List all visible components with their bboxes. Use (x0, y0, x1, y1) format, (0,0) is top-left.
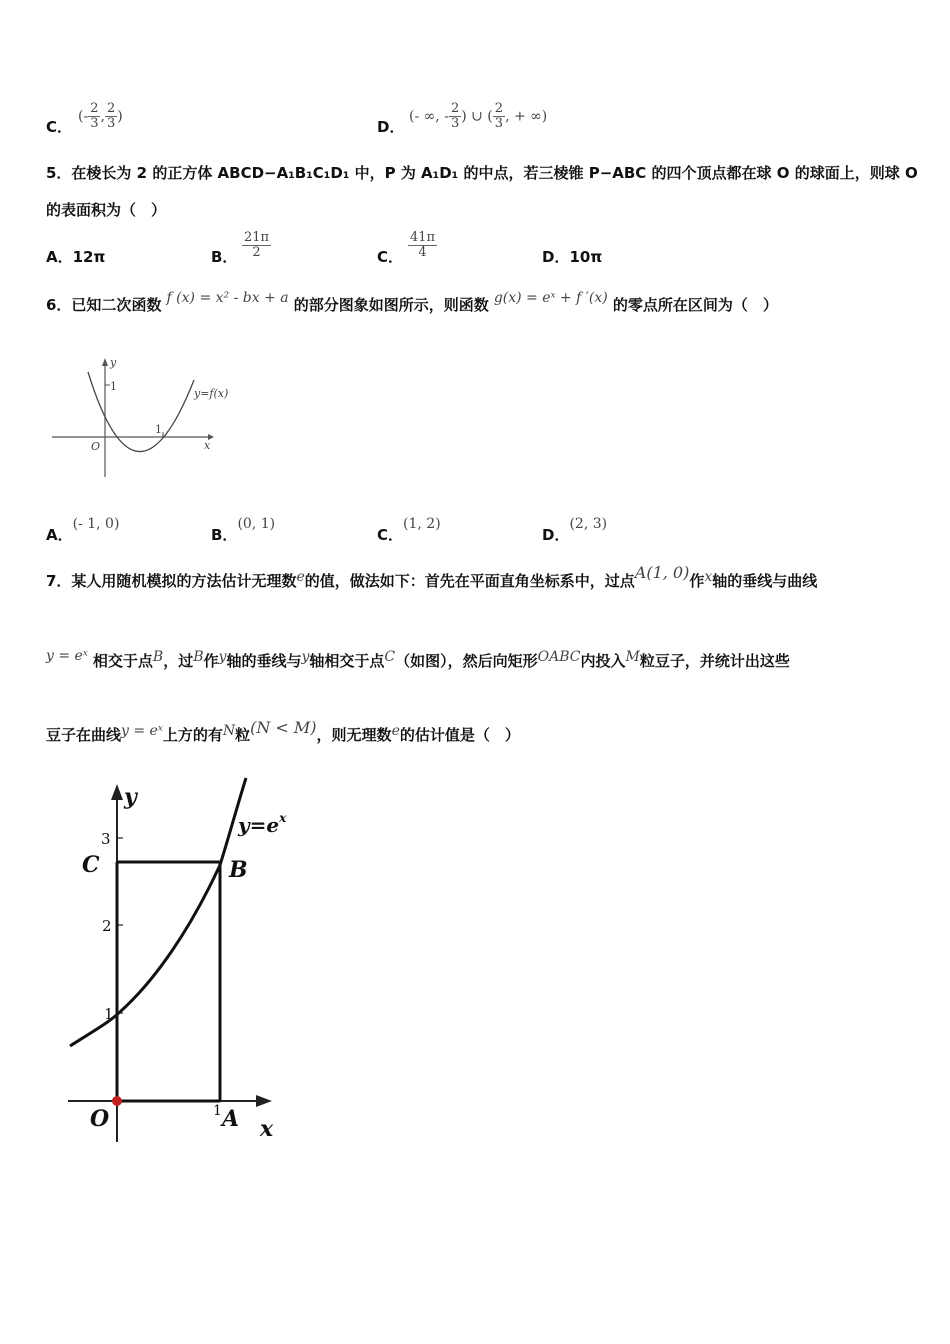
q7-point-a-label: A (222, 1106, 240, 1132)
q7-origin-dot (112, 1096, 122, 1106)
q7-point-o-label: O (90, 1106, 110, 1132)
q6-curve-label: y=f(x) (194, 387, 229, 400)
q6-origin-label: O (91, 440, 101, 453)
q4-d-frac2: $\frac{2}{3}$ (494, 101, 504, 131)
q7-stem-line3: 豆子在曲线y = eˣ上方的有N粒(N < M)，则无理数e的估计值是（ ） (46, 718, 520, 744)
q4-option-d-value: (- ∞, - $\frac{2}{3}$ ) ∪ ( $\frac{2}{3}$ , + ∞) (409, 101, 548, 131)
q5-option-a: A．12π (46, 248, 106, 266)
q5-stem-line2: 的表面积为（ ） (46, 201, 167, 219)
q7-stem-line2: y = eˣ 相交于点B，过B作y轴的垂线与y轴相交于点C（如图），然后向矩形OABC内投入M粒豆子，并统计出这些 (46, 648, 790, 670)
q6-parabola-curve (88, 372, 194, 452)
q6-y-arrow (102, 358, 108, 366)
q6-x-label: x (204, 439, 211, 452)
q4-c-frac1: $\frac{2}{3}$ (90, 101, 99, 131)
q7-exp-graph (60, 770, 320, 1150)
q6-option-b: B．(0, 1) (211, 516, 276, 544)
q6-option-c: C．(1, 2) (377, 516, 441, 544)
q5-option-b-label: B． (211, 248, 238, 266)
q6-stem: 6．已知二次函数 f (x) = x² - bx + a 的部分图象如图所示，则函数 g(x) = eˣ + f ′(x) 的零点所在区间为（ ） (46, 290, 778, 314)
q5-option-c-value: $\frac{41\pi}{4}$ (410, 230, 436, 260)
q4-d-frac1: $\frac{2}{3}$ (450, 101, 460, 131)
q7-curve-label: $y=e^x$ (238, 811, 287, 837)
q5-stem-line1: 5．在棱长为 2 的正方体 ABCD−A₁B₁C₁D₁ 中，P 为 A₁D₁ 的中点，若三棱锥 P−ABC 的四个顶点都在球 O 的球面上，则球 O (46, 164, 918, 182)
q7-y-label: y (124, 784, 137, 810)
q6-tick-y-label: 1 (110, 380, 117, 393)
q6-option-d: D．(2, 3) (542, 516, 608, 544)
q7-tick-2-label: 2 (102, 917, 112, 935)
q7-x-label: x (260, 1116, 274, 1142)
q6-tick-x-label: 1 (155, 423, 162, 436)
q4-c-frac2: $\frac{2}{3}$ (106, 101, 116, 131)
q4-option-c-value: (- $\frac{2}{3}$ , $\frac{2}{3}$ ) (78, 101, 123, 131)
q7-tick-1-label: 1 (104, 1005, 114, 1023)
q7-tick-3-label: 3 (101, 830, 111, 848)
q7-tick-x1-label: 1 (213, 1103, 222, 1119)
q5-option-d: D．10π (542, 248, 603, 266)
q7-y-arrow (111, 784, 123, 800)
q7-stem-line1: 7．某人用随机模拟的方法估计无理数e的值，做法如下：首先在平面直角坐标系中，过点A(1, 0)作x轴的垂线与曲线 (46, 563, 818, 590)
q4-option-c-label: C． (46, 118, 73, 136)
q7-point-c-label: C (82, 852, 100, 878)
q6-y-label: y (110, 356, 117, 369)
q7-point-b-label: B (229, 857, 248, 883)
q6-parabola-graph (48, 352, 238, 482)
q5-option-c-label: C． (377, 248, 404, 266)
q6-option-a: A．(- 1, 0) (46, 516, 120, 544)
q5-option-b-value: $\frac{21\pi}{2}$ (244, 230, 270, 260)
q4-option-d-label: D． (377, 118, 405, 136)
q7-x-arrow (256, 1095, 272, 1107)
